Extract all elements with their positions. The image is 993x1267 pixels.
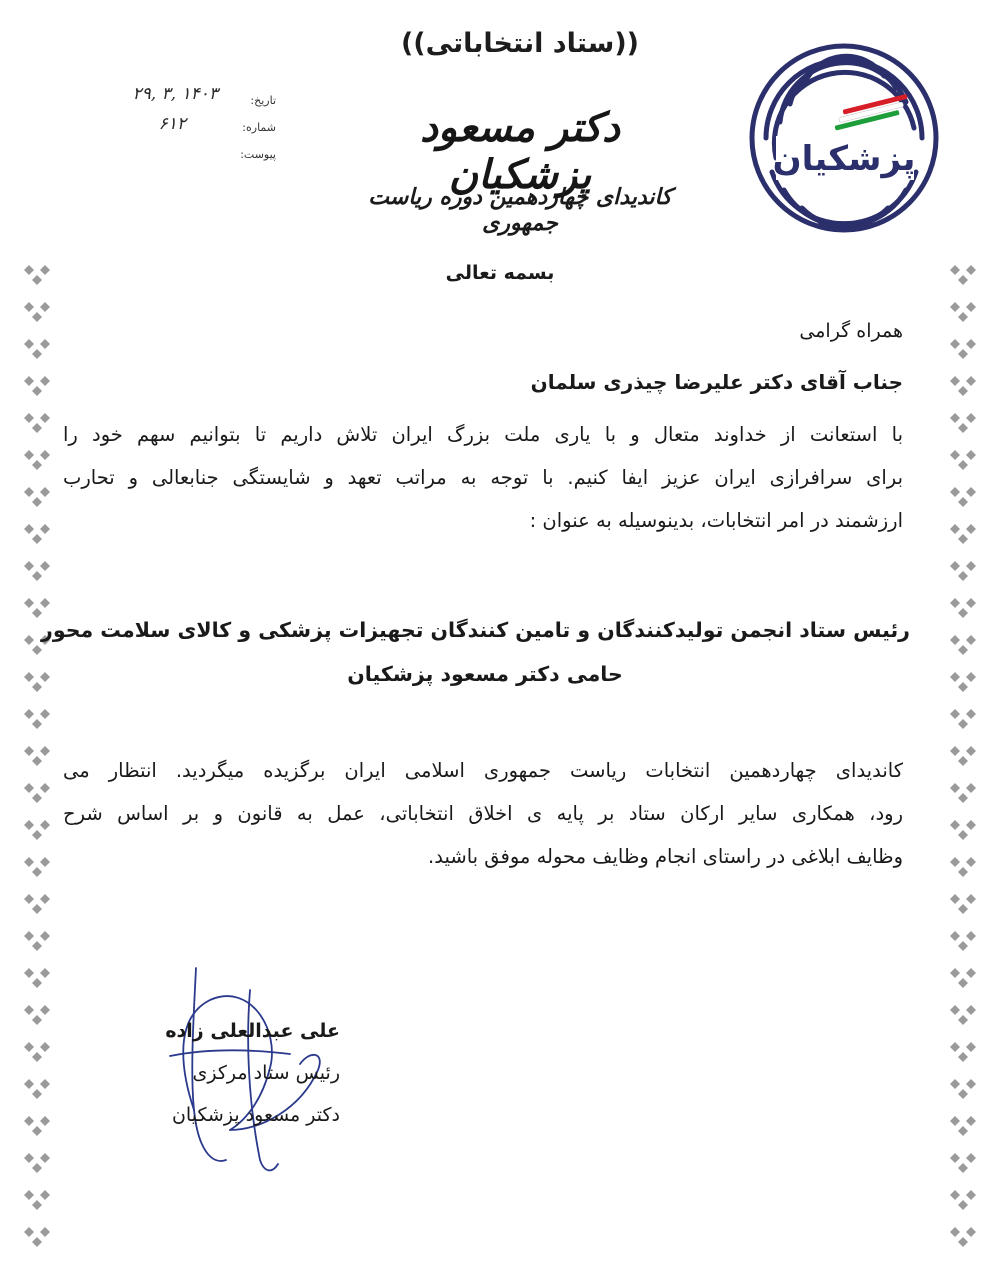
border-ornament <box>950 561 976 581</box>
border-ornament <box>24 450 50 470</box>
border-ornament <box>24 1042 50 1062</box>
border-ornament <box>950 1227 976 1247</box>
border-ornament <box>24 487 50 507</box>
paragraph-line: رود، همکاری سایر ارکان ستاد بر پایه ی اخلاق انتخاباتی، عمل به قانون و بر اساس شرح <box>63 802 903 825</box>
border-ornament <box>24 746 50 766</box>
campaign-logo <box>746 40 942 236</box>
signatory-org: دکتر مسعود پزشکیان <box>171 1104 340 1126</box>
paragraph-line: کاندیدای چهاردهمین انتخابات ریاست جمهوری اسلامی ایران برگزیده میگردید. انتظار می <box>63 759 903 782</box>
border-ornament <box>950 746 976 766</box>
hq-title: ((ستاد انتخاباتی)) <box>400 28 640 59</box>
decorative-border-left <box>20 262 54 1262</box>
paragraph-line: با استعانت از خداوند متعال و با یاری ملت بزرگ ایران تلاش داریم تا بتوانیم سهم خود را <box>63 423 903 446</box>
border-ornament <box>950 302 976 322</box>
attachment-label: پیوست: <box>240 148 276 161</box>
border-ornament <box>24 561 50 581</box>
border-ornament <box>950 413 976 433</box>
candidate-subtitle: کاندیدای چهاردهمین دوره ریاست جمهوری <box>368 184 672 236</box>
border-ornament <box>24 1227 50 1247</box>
border-ornament <box>24 1190 50 1210</box>
border-ornament <box>24 709 50 729</box>
date-label: تاریخ: <box>250 94 276 107</box>
border-ornament <box>950 1153 976 1173</box>
border-ornament <box>24 1116 50 1136</box>
appointment-line: رئیس ستاد انجمن تولیدکنندگان و تامین کنندگان تجهیزات پزشکی و کالای سلامت محور <box>41 618 910 642</box>
signatory-name: علی عبدالعلی زاده <box>165 1020 340 1042</box>
border-ornament <box>950 672 976 692</box>
recipient: جناب آقای دکتر علیرضا چیذری سلمان <box>530 370 903 394</box>
paragraph-intro <box>63 413 903 542</box>
border-ornament <box>950 783 976 803</box>
signatory-block <box>110 1010 340 1136</box>
border-ornament <box>950 968 976 988</box>
border-ornament <box>950 931 976 951</box>
letter-meta <box>96 84 276 164</box>
border-ornament <box>950 1116 976 1136</box>
border-ornament <box>950 857 976 877</box>
border-ornament <box>950 709 976 729</box>
border-ornament <box>950 1005 976 1025</box>
border-ornament <box>24 376 50 396</box>
border-ornament <box>24 302 50 322</box>
border-ornament <box>24 265 50 285</box>
paragraph-line: برای سرافرازی ایران عزیز ایفا کنیم. با توجه به مراتب تعهد و شایستگی جنابعالی و تحارب <box>63 466 903 489</box>
border-ornament <box>950 524 976 544</box>
date-value: ۱۴۰۳ ,۳ ,۲۹ <box>132 84 218 104</box>
paragraph-line: وظایف ابلاغی در راستای انجام وظایف محوله موفق باشید. <box>428 845 903 868</box>
border-ornament <box>24 931 50 951</box>
border-ornament <box>950 339 976 359</box>
border-ornament <box>24 524 50 544</box>
border-ornament <box>950 1190 976 1210</box>
border-ornament <box>24 1005 50 1025</box>
salutation: همراه گرامی <box>799 320 903 342</box>
border-ornament <box>24 857 50 877</box>
border-ornament <box>950 1042 976 1062</box>
logo-text: پزشکیان <box>772 139 916 179</box>
border-ornament <box>24 894 50 914</box>
border-ornament <box>24 413 50 433</box>
number-value: ۶۱۲ <box>158 114 186 134</box>
border-ornament <box>950 820 976 840</box>
border-ornament <box>24 672 50 692</box>
border-ornament <box>950 1079 976 1099</box>
paragraph-closing <box>63 749 903 878</box>
border-ornament <box>24 1153 50 1173</box>
border-ornament <box>24 783 50 803</box>
candidate-name: دکتر مسعود پزشکیان <box>420 104 620 198</box>
basmala: بسمه تعالی <box>445 262 555 284</box>
border-ornament <box>950 598 976 618</box>
signatory-role: رئیس ستاد مرکزی <box>192 1062 340 1084</box>
appointment-line: حامی دکتر مسعود پزشکیان <box>347 662 623 686</box>
border-ornament <box>24 820 50 840</box>
border-ornament <box>24 968 50 988</box>
paragraph-line: ارزشمند در امر انتخابات، بدینوسیله به عنوان : <box>529 509 903 532</box>
border-ornament <box>24 1079 50 1099</box>
border-ornament <box>950 265 976 285</box>
border-ornament <box>950 376 976 396</box>
decorative-border-right <box>946 262 980 1262</box>
border-ornament <box>950 635 976 655</box>
border-ornament <box>24 339 50 359</box>
border-ornament <box>950 894 976 914</box>
appointment-title <box>41 608 910 696</box>
border-ornament <box>950 487 976 507</box>
border-ornament <box>950 450 976 470</box>
number-label: شماره: <box>242 121 276 134</box>
